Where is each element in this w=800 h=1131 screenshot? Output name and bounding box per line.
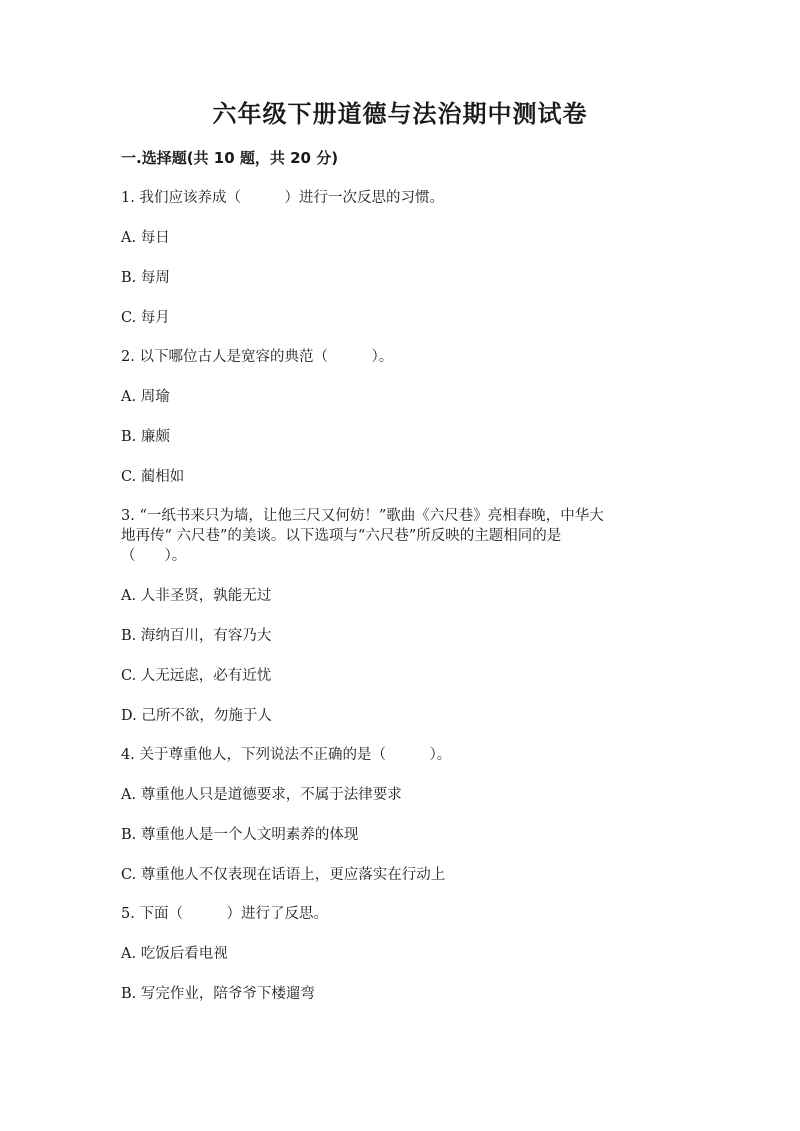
question-4-option-b: B. 尊重他人是一个人文明素养的体现 [121,827,359,843]
question-5-option-a: A. 吃饭后看电视 [121,946,228,962]
question-2-option-c: C. 蔺相如 [121,469,185,485]
question-3-stem-line-3: （ ）。 [121,548,187,564]
question-4-option-a: A. 尊重他人只是道德要求，不属于法律要求 [121,787,402,803]
question-1-option-b: B. 每周 [121,270,170,286]
question-3-option-d: D. 己所不欲，勿施于人 [121,708,272,724]
question-1-stem: 1. 我们应该养成（ ）进行一次反思的习惯。 [121,190,444,206]
question-1-option-c: C. 每月 [121,310,170,326]
section-heading: 一.选择题(共 10 题，共 20 分) [121,149,339,167]
question-3-stem-line-1: 3. “一纸书来只为墙，让他三尺又何妨！”歌曲《六尺巷》亮相春晚，中华大 [121,508,604,524]
question-4-option-c: C. 尊重他人不仅表现在话语上，更应落实在行动上 [121,867,446,883]
question-2-option-b: B. 廉颇 [121,429,170,445]
question-3-option-a: A. 人非圣贤，孰能无过 [121,588,272,604]
question-1-option-a: A. 每日 [121,230,170,246]
question-3-stem-line-2: 地再传“ 六尺巷”的美谈。以下选项与“六尺巷”所反映的主题相同的是 [121,528,562,544]
question-3-option-c: C. 人无远虑，必有近忧 [121,668,272,684]
question-4-stem: 4. 关于尊重他人，下列说法不正确的是（ ）。 [121,747,452,763]
question-2-stem: 2. 以下哪位古人是宽容的典范（ ）。 [121,349,394,365]
question-2-option-a: A. 周瑜 [121,389,170,405]
question-5-stem: 5. 下面（ ）进行了反思。 [121,906,328,922]
page-title: 六年级下册道德与法治期中测试卷 [212,100,588,128]
question-3-option-b: B. 海纳百川，有容乃大 [121,628,272,644]
question-5-option-b: B. 写完作业，陪爷爷下楼遛弯 [121,986,315,1002]
